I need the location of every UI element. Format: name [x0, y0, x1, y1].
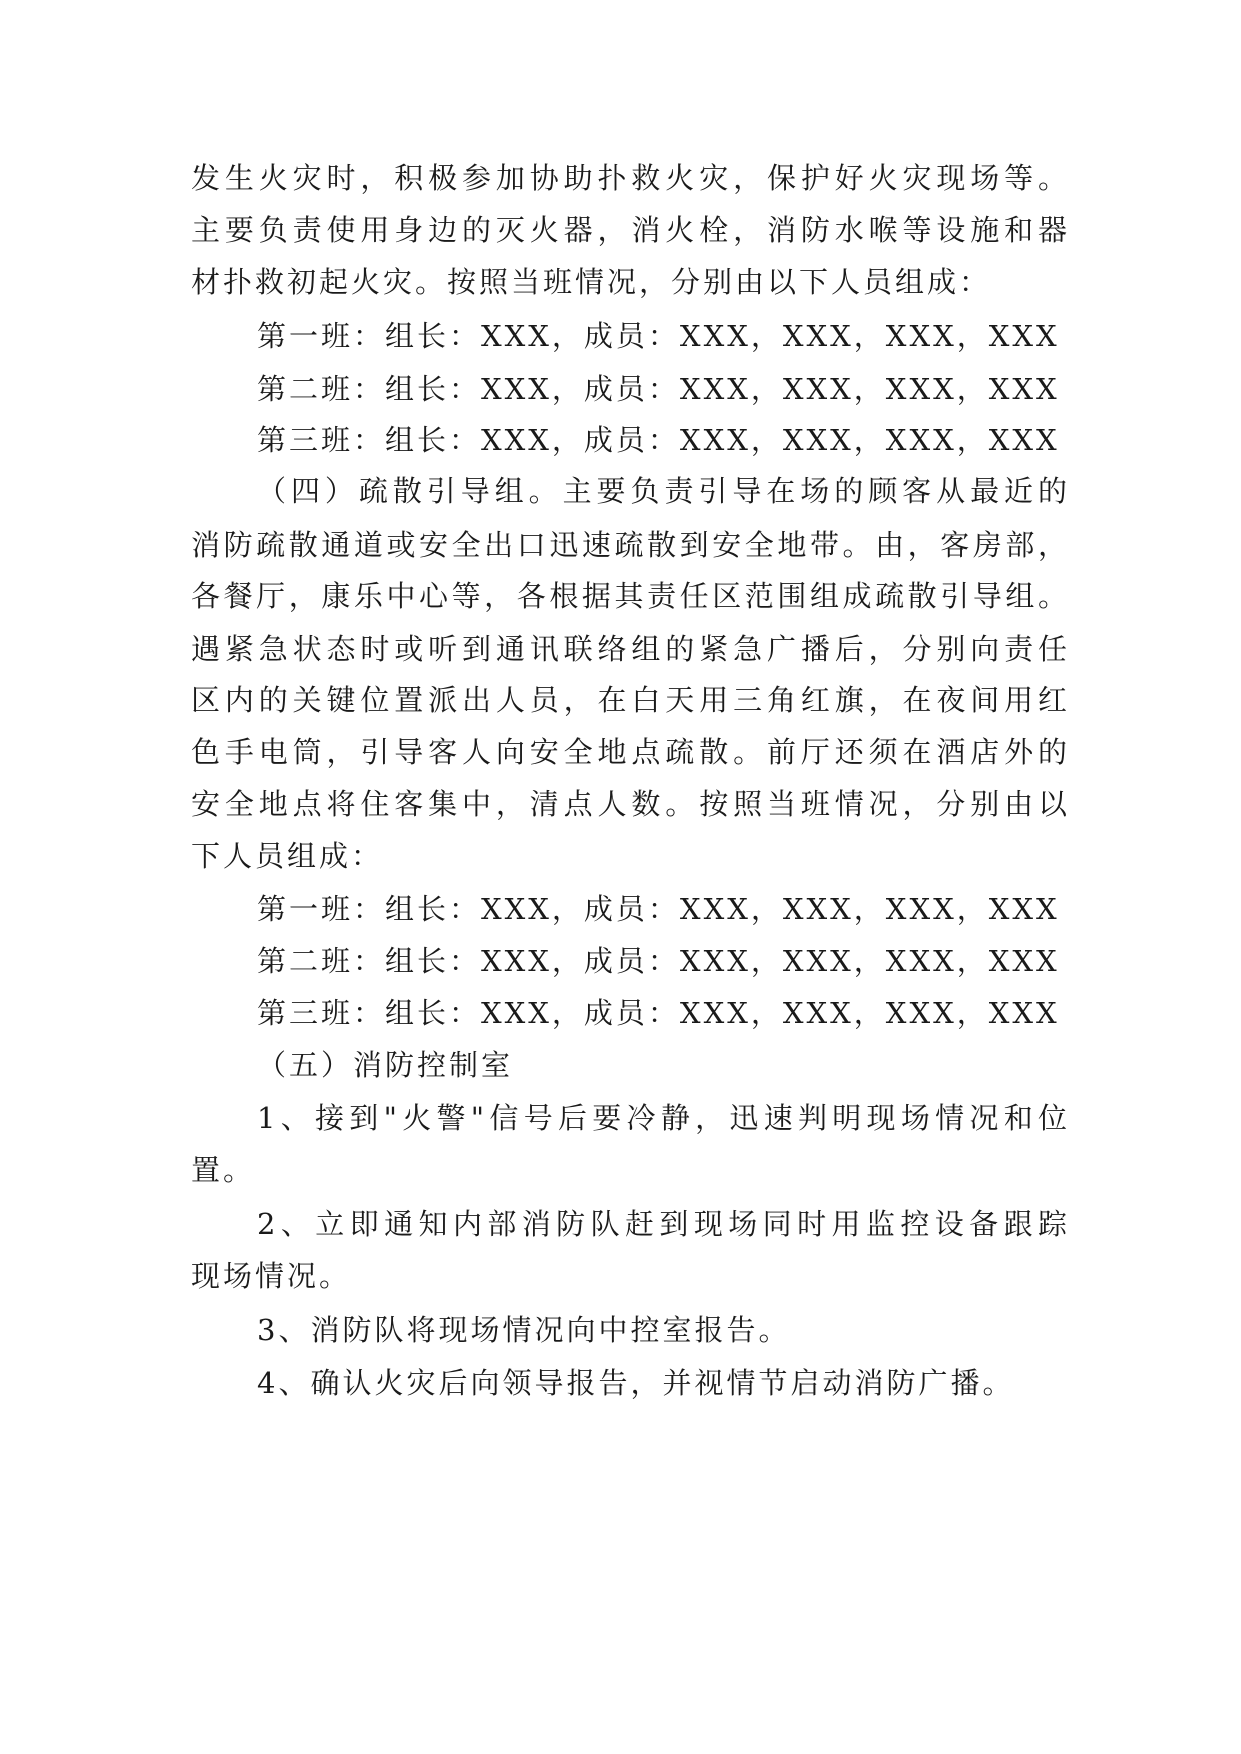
text-line: 下人员组成： [191, 839, 384, 873]
text-line: 4、确认火灾后向领导报告，并视情节启动消防广播。 [257, 1366, 1015, 1400]
text-line: 消防疏散通道或安全出口迅速疏散到安全地带。由，客房部， [191, 528, 1067, 562]
text-line: 2、立即通知内部消防队赶到现场同时用监控设备跟踪 [257, 1207, 1067, 1241]
text-line: 第二班：组长：XXX，成员：XXX，XXX，XXX，XXX [257, 944, 1060, 978]
text-line: 第三班：组长：XXX，成员：XXX，XXX，XXX，XXX [257, 996, 1060, 1030]
text-line: 1、接到"火警"信号后要冷静，迅速判明现场情况和位 [257, 1101, 1067, 1135]
text-line: 3、消防队将现场情况向中控室报告。 [257, 1313, 791, 1347]
text-line: 各餐厅，康乐中心等，各根据其责任区范围组成疏散引导组。 [191, 579, 1067, 613]
text-line: （五）消防控制室 [257, 1048, 514, 1082]
text-line: 区内的关键位置派出人员，在白天用三角红旗，在夜间用红 [191, 683, 1067, 717]
text-line: 置。 [191, 1153, 256, 1187]
text-line: 发生火灾时，积极参加协助扑救火灾，保护好火灾现场等。 [191, 161, 1067, 195]
text-line: 第一班：组长：XXX，成员：XXX，XXX，XXX，XXX [257, 892, 1060, 926]
text-line: 安全地点将住客集中，清点人数。按照当班情况，分别由以 [191, 787, 1067, 821]
text-line: 第三班：组长：XXX，成员：XXX，XXX，XXX，XXX [257, 423, 1060, 457]
text-line: 第一班：组长：XXX，成员：XXX，XXX，XXX，XXX [257, 319, 1060, 353]
text-line: 材扑救初起火灾。按照当班情况，分别由以下人员组成： [191, 265, 992, 299]
text-line: 遇紧急状态时或听到通讯联络组的紧急广播后，分别向责任 [191, 632, 1067, 666]
text-line: 第二班：组长：XXX，成员：XXX，XXX，XXX，XXX [257, 372, 1060, 406]
text-line: （四）疏散引导组。主要负责引导在场的顾客从最近的 [257, 474, 1067, 508]
text-line: 主要负责使用身边的灭火器，消火栓，消防水喉等设施和器 [191, 213, 1067, 247]
text-line: 现场情况。 [191, 1259, 352, 1293]
text-line: 色手电筒，引导客人向安全地点疏散。前厅还须在酒店外的 [191, 735, 1067, 769]
